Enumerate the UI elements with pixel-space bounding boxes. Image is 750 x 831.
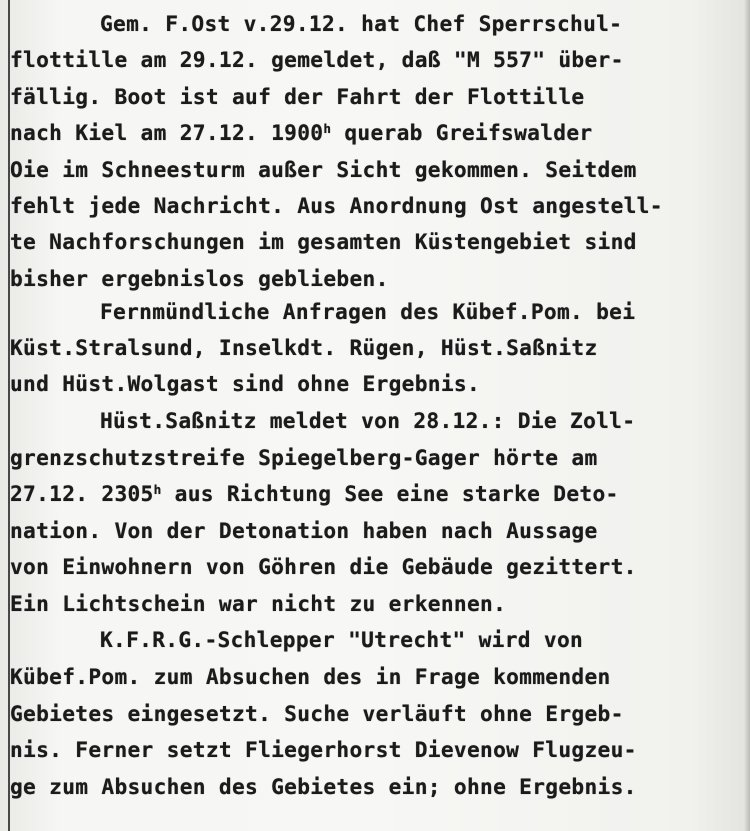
text-line <box>10 483 619 504</box>
text-line: flottille am 29.12. gemeldet, daß "M 557" über- <box>10 47 624 72</box>
text-line-start: nach Kiel am 27.12. 1900 <box>10 120 324 145</box>
text-line: grenzschutzstreife Spiegelberg-Gager hörte am <box>10 445 598 470</box>
text-line: Hüst.Saßnitz meldet von 28.12.: Die Zoll- <box>100 408 636 433</box>
text-line-end: aus Richtung See eine starke Deto- <box>161 481 619 506</box>
text-line: und Hüst.Wolgast sind ohne Ergebnis. <box>10 371 481 396</box>
text-line: Fernmündliche Anfragen des Kübef.Pom. bei <box>100 299 636 324</box>
text-line: Gem. F.Ost v.29.12. hat Chef Sperrschul- <box>100 11 623 36</box>
hour-superscript: h <box>153 482 162 498</box>
text-line-start: 27.12. 2305 <box>10 481 154 506</box>
text-line-end: querab Greifswalder <box>331 120 593 145</box>
text-line: nation. Von der Detonation haben nach Aussage <box>10 518 598 543</box>
text-line: fällig. Boot ist auf der Fahrt der Flottille <box>10 84 585 109</box>
text-line: Kübef.Pom. zum Absuchen des in Frage kommenden <box>10 664 611 689</box>
text-line: fehlt jede Nachricht. Aus Anordnung Ost angestell- <box>10 193 663 218</box>
text-line: bisher ergebnislos geblieben. <box>10 266 389 291</box>
text-line: Ein Lichtschein war nicht zu erkennen. <box>10 591 507 616</box>
text-line: te Nachforschungen im gesamten Küstengebiet sind <box>10 229 637 254</box>
text-line: Gebietes eingesetzt. Suche verläuft ohne Ergeb- <box>10 701 624 726</box>
hour-superscript: h <box>323 121 332 137</box>
text-line: ge zum Absuchen des Gebietes ein; ohne Ergebnis. <box>10 774 637 799</box>
text-line <box>10 122 592 143</box>
text-line: Oie im Schneesturm außer Sicht gekommen. Seitdem <box>10 157 637 182</box>
text-line: Küst.Stralsund, Inselkdt. Rügen, Hüst.Saßnitz <box>10 335 598 360</box>
text-line: von Einwohnern von Göhren die Gebäude gezittert. <box>10 554 637 579</box>
text-line: nis. Ferner setzt Fliegerhorst Dievenow Flugzeu- <box>10 737 637 762</box>
text-line: K.F.R.G.-Schlepper "Utrecht" wird von <box>100 627 584 652</box>
